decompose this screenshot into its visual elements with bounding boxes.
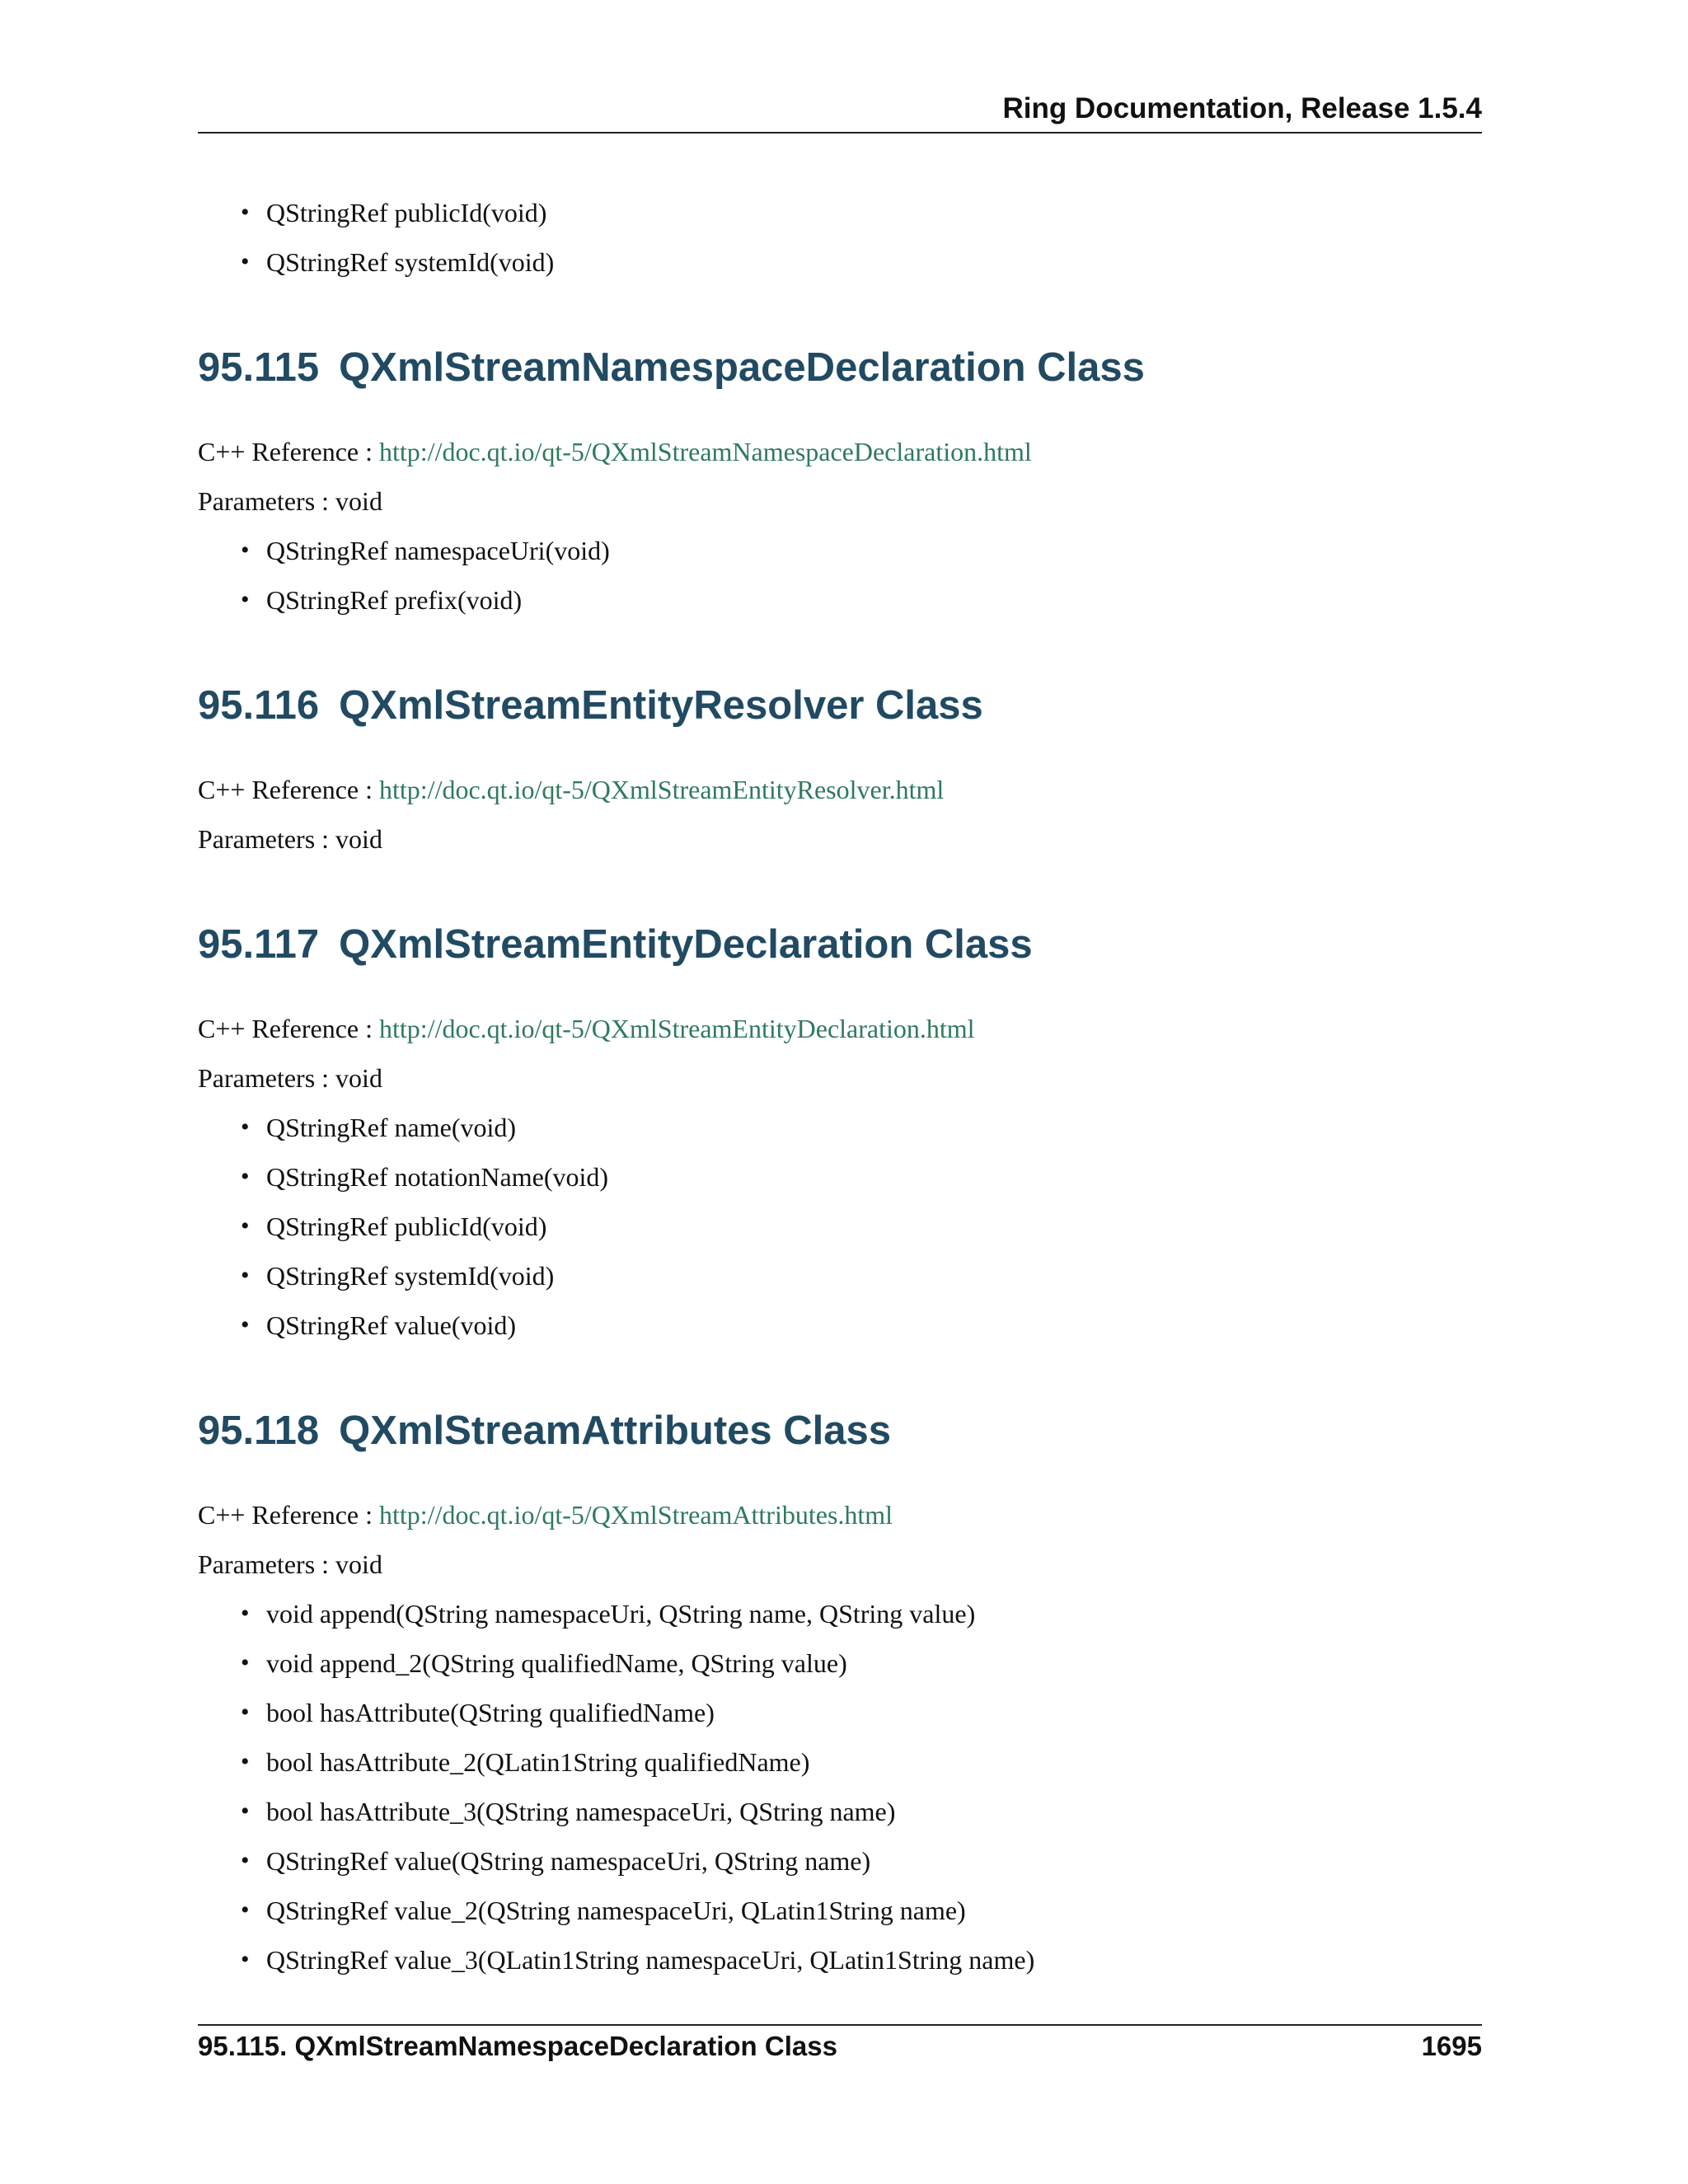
- list-item: • bool hasAttribute(QString qualifiedName): [198, 1688, 1482, 1737]
- section-heading: [198, 1406, 1482, 1455]
- section-title: QXmlStreamEntityDeclaration Class: [339, 922, 1033, 967]
- reference-label: C++ Reference :: [198, 1014, 379, 1043]
- list-item: • QStringRef systemId(void): [198, 237, 1482, 287]
- list-item: • bool hasAttribute_3(QString namespaceUri, QString name): [198, 1787, 1482, 1836]
- section-title: QXmlStreamEntityResolver Class: [339, 683, 983, 728]
- section-number: 95.116: [198, 683, 320, 728]
- method-list: [198, 1589, 1482, 1985]
- reference-label: C++ Reference :: [198, 437, 379, 466]
- reference-link[interactable]: http://doc.qt.io/qt-5/QXmlStreamEntityDeclaration.html: [379, 1014, 975, 1043]
- reference-label: C++ Reference :: [198, 1500, 379, 1530]
- reference-link[interactable]: http://doc.qt.io/qt-5/QXmlStreamAttributes.html: [379, 1500, 893, 1530]
- list-item: • QStringRef name(void): [198, 1103, 1482, 1152]
- list-item: • QStringRef notationName(void): [198, 1152, 1482, 1202]
- document-page: [198, 0, 1482, 2184]
- section-95-116: [198, 681, 1482, 864]
- cpp-reference: [198, 1004, 1482, 1053]
- cpp-reference: [198, 765, 1482, 814]
- section-heading: [198, 681, 1482, 730]
- cpp-reference: [198, 1490, 1482, 1540]
- list-item: • QStringRef value_2(QString namespaceUri, QLatin1String name): [198, 1886, 1482, 1935]
- reference-label: C++ Reference :: [198, 775, 379, 804]
- list-item: • QStringRef value(QString namespaceUri, QString name): [198, 1836, 1482, 1886]
- reference-link[interactable]: http://doc.qt.io/qt-5/QXmlStreamNamespaceDeclaration.html: [379, 437, 1032, 466]
- page-header: [198, 91, 1482, 134]
- section-95-118: [198, 1406, 1482, 1985]
- list-item: • QStringRef namespaceUri(void): [198, 526, 1482, 575]
- list-item: • void append_2(QString qualifiedName, QString value): [198, 1638, 1482, 1688]
- header-title: Ring Documentation, Release 1.5.4: [1002, 92, 1482, 124]
- list-item: • QStringRef value(void): [198, 1301, 1482, 1350]
- page-footer: [198, 2024, 1482, 2075]
- section-95-117: [198, 920, 1482, 1350]
- list-item: • QStringRef value_3(QLatin1String namespaceUri, QLatin1String name): [198, 1935, 1482, 1985]
- parameters-line: Parameters : void: [198, 486, 382, 516]
- list-item: • QStringRef publicId(void): [198, 188, 1482, 237]
- section-title: QXmlStreamAttributes Class: [339, 1408, 892, 1453]
- list-item: • QStringRef publicId(void): [198, 1202, 1482, 1251]
- parameters-line: Parameters : void: [198, 824, 382, 854]
- section-heading: [198, 343, 1482, 392]
- section-heading: [198, 920, 1482, 969]
- footer-section-title: 95.115. QXmlStreamNamespaceDeclaration Class: [198, 2031, 837, 2061]
- section-number: 95.117: [198, 922, 320, 967]
- list-item: • bool hasAttribute_2(QLatin1String qualifiedName): [198, 1737, 1482, 1787]
- method-list: [198, 526, 1482, 625]
- section-title: QXmlStreamNamespaceDeclaration Class: [339, 345, 1145, 390]
- reference-link[interactable]: http://doc.qt.io/qt-5/QXmlStreamEntityResolver.html: [379, 775, 945, 804]
- section-number: 95.118: [198, 1408, 320, 1453]
- parameters-line: Parameters : void: [198, 1063, 382, 1093]
- cpp-reference: [198, 427, 1482, 476]
- page-number: 1695: [1421, 2031, 1482, 2061]
- list-item: • QStringRef prefix(void): [198, 575, 1482, 625]
- list-item: • void append(QString namespaceUri, QString name, QString value): [198, 1589, 1482, 1638]
- intro-method-list: [198, 188, 1482, 287]
- page-content: [198, 188, 1482, 1985]
- section-95-115: [198, 343, 1482, 625]
- section-number: 95.115: [198, 345, 320, 390]
- parameters-line: Parameters : void: [198, 1549, 382, 1579]
- list-item: • QStringRef systemId(void): [198, 1251, 1482, 1301]
- method-list: [198, 1103, 1482, 1350]
